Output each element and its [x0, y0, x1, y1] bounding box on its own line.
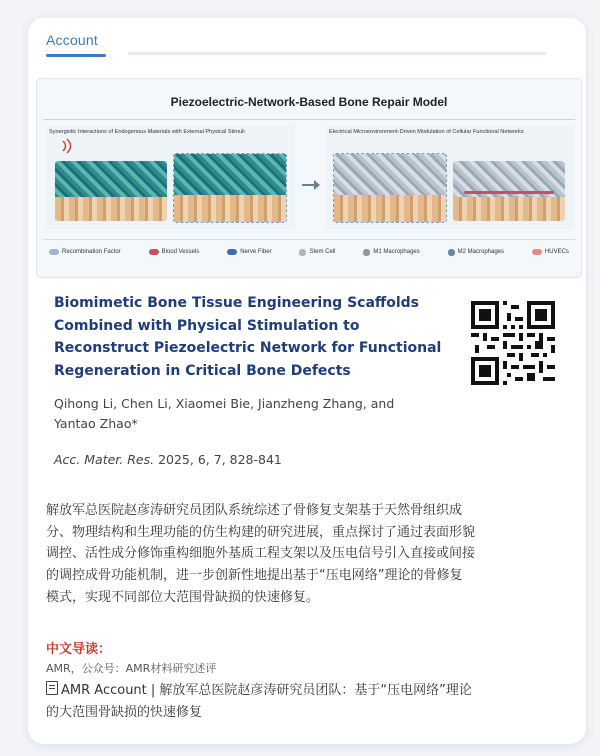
- regeneration-illustration: [333, 153, 447, 223]
- legend-item: Nerve Fiber: [227, 249, 271, 255]
- stem-cell-icon: [299, 249, 306, 256]
- blood-vessel-icon: [149, 249, 159, 255]
- figure-divider: [43, 119, 575, 120]
- legend-item: M1 Macrophages: [363, 249, 419, 256]
- figure-panel-left: [45, 125, 295, 229]
- figure-title: Piezoelectric-Network-Based Bone Repair Model: [170, 95, 448, 109]
- figure-left-caption: Synergistic Interactions of Endogenous Materials with External Physical Stimuli: [49, 129, 245, 135]
- arrow-right-icon: [301, 179, 321, 191]
- guide-source: AMR，公众号：AMR材料研究述评: [46, 662, 217, 675]
- article-card: [28, 18, 586, 744]
- legend-item: Stem Cell: [299, 249, 335, 256]
- tab-bar-rule: [128, 52, 546, 55]
- document-icon: [46, 681, 58, 695]
- regeneration-vessel-illustration: [453, 161, 565, 221]
- journal-name: Acc. Mater. Res.: [54, 452, 155, 467]
- m2-macrophage-icon: [448, 249, 455, 256]
- graphical-abstract[interactable]: [36, 78, 582, 278]
- legend-item: M2 Macrophages: [448, 249, 504, 256]
- article-title[interactable]: Biomimetic Bone Tissue Engineering Scaffolds Combined with Physical Stimulation to Reconstruct Piezoelectric Network for Functional Regeneration in Critical Bone Defects: [54, 295, 442, 379]
- tab-active-indicator: [46, 54, 106, 57]
- figure-right-caption: Electrical Microenvironment-Driven Modulation of Cellular Functional Networks: [329, 129, 524, 135]
- qr-code-icon[interactable]: [471, 301, 555, 385]
- tab-account[interactable]: Account: [46, 32, 98, 48]
- guide-heading: 中文导读：: [46, 642, 112, 657]
- scaffold-zoom-illustration: [173, 153, 287, 223]
- citation: [54, 452, 282, 467]
- legend-item: HUVECs: [532, 249, 569, 255]
- legend-item: Blood Vessels: [149, 249, 200, 255]
- author-list: Qihong Li, Chen Li, Xiaomei Bie, Jianzheng Zhang, and Yantao Zhao*: [54, 396, 395, 431]
- nerve-fiber-icon: [227, 249, 237, 255]
- recombination-factor-icon: [49, 249, 59, 255]
- legend-item: Recombination Factor: [49, 249, 121, 255]
- chinese-summary: 解放军总医院赵彦涛研究员团队系统综述了骨修复支架基于天然骨组织成 分、物理结构和生理功能的仿生构建的研究进展，重点探讨了通过表面形貌 调控、活性成分修饰重构细胞外基质工程支架以及压电信号引入直接或间接 的调控成骨功能机制，进一步创新性地提出基于“压电网络”理论的骨修复 模式，实现不同部位大范围骨缺损的快速修复。: [46, 503, 476, 605]
- m1-macrophage-icon: [363, 249, 370, 256]
- citation-details: 2025, 6, 7, 828-841: [158, 452, 282, 467]
- scaffold-illustration: [55, 161, 167, 221]
- figure-legend: [43, 239, 575, 264]
- figure-panel-right: [325, 125, 573, 229]
- huvec-icon: [532, 249, 542, 255]
- tab-bar: [46, 30, 546, 60]
- guide-article-link[interactable]: AMR Account | 解放军总医院赵彦涛研究员团队：基于“压电网络”理论 的大范围骨缺损的快速修复: [46, 683, 472, 720]
- stimulus-wave-icon: [59, 137, 77, 155]
